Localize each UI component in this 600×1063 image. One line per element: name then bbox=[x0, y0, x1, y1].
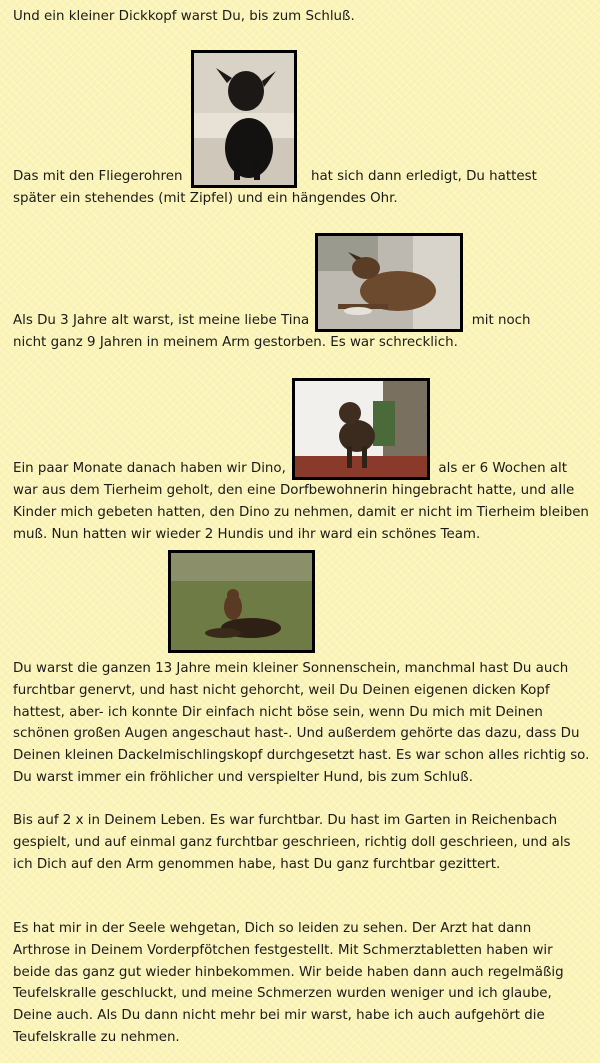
paragraph-garden: Bis auf 2 x in Deinem Leben. Es war furchtbar. Du hast im Garten in Reichenbach gespielt, und auf einmal ganz furchtbar geschrieen, richtig doll geschrieen, und als ich Dich auf den Arm genommen habe, hast Du ganz furchtbar gezittert. bbox=[13, 813, 571, 872]
text-before-photo-2: Als Du 3 Jahre alt warst, ist meine liebe Tina bbox=[13, 313, 310, 329]
photo-dogs-in-meadow bbox=[168, 550, 315, 653]
photo-puppy-black-on-couch bbox=[191, 50, 297, 188]
paragraph-dino bbox=[13, 378, 591, 545]
text-line-ears-2: später ein stehendes (mit Zipfel) und ein hängendes Ohr. bbox=[13, 191, 398, 206]
text-after-photo-1: hat sich dann erledigt, Du hattest bbox=[310, 169, 537, 185]
photo-dino-puppy-standing bbox=[292, 378, 430, 480]
paragraph-arthrosis: Es hat mir in der Seele wehgetan, Dich so leiden zu sehen. Der Arzt hat dann Arthrose in Deinem Vorderpfötchen festgestellt. Mit Schmerztabletten haben wir beide das ganz gut wieder hinbekommen. Wir beide haben dann auch regelmäßig Teufelskralle geschluckt, und meine Schmerzen wurden weniger und ich glaube, Deine auch. Als Du dann nicht mehr bei mir warst, habe ich auch aufgehört die Teufelskralle zu nehmen. bbox=[13, 921, 564, 1045]
text-dino-rest: war aus dem Tierheim geholt, den eine Dorfbewohnerin hingebracht hatte, und alle Kinder mich gebeten hatten, den Dino zu nehmen, damit er nicht im Tierheim bleiben muß. Nun hatten wir wieder 2 Hundis und ihr ward ein schönes Team. bbox=[13, 483, 589, 542]
text-before-photo-3: Ein paar Monate danach haben wir Dino, bbox=[13, 461, 286, 477]
text-after-photo-2: mit noch bbox=[471, 313, 531, 329]
intro-line: Und ein kleiner Dickkopf warst Du, bis zum Schluß. bbox=[13, 9, 355, 24]
text-line-tina-2: nicht ganz 9 Jahren in meinem Arm gestorben. Es war schrecklich. bbox=[13, 335, 458, 350]
text-before-photo-1: Das mit den Fliegerohren bbox=[13, 169, 183, 185]
paragraph-sunshine: Du warst die ganzen 13 Jahre mein kleiner Sonnenschein, manchmal hast Du auch furchtbar genervt, und hast nicht gehorcht, weil Du Deinen eigenen dicken Kopf hattest, aber- ich konnte Dir einfach nicht böse sein, wenn Du mich mit Deinen schönen großen Augen angeschaut hast-. Und außerdem gehörte das dazu, dass Du Deinen kleinen Dackelmischlingskopf durchgesetzt hast. Es war schon alles richtig so. Du warst immer ein fröhlicher und verspielter Hund, bis zum Schluß. bbox=[13, 661, 590, 785]
photo-tina-lying-on-gravel bbox=[315, 233, 463, 332]
text-after-photo-3: als er 6 Wochen alt bbox=[438, 461, 567, 477]
paragraph-ears bbox=[13, 50, 591, 210]
paragraph-tina bbox=[13, 233, 591, 354]
